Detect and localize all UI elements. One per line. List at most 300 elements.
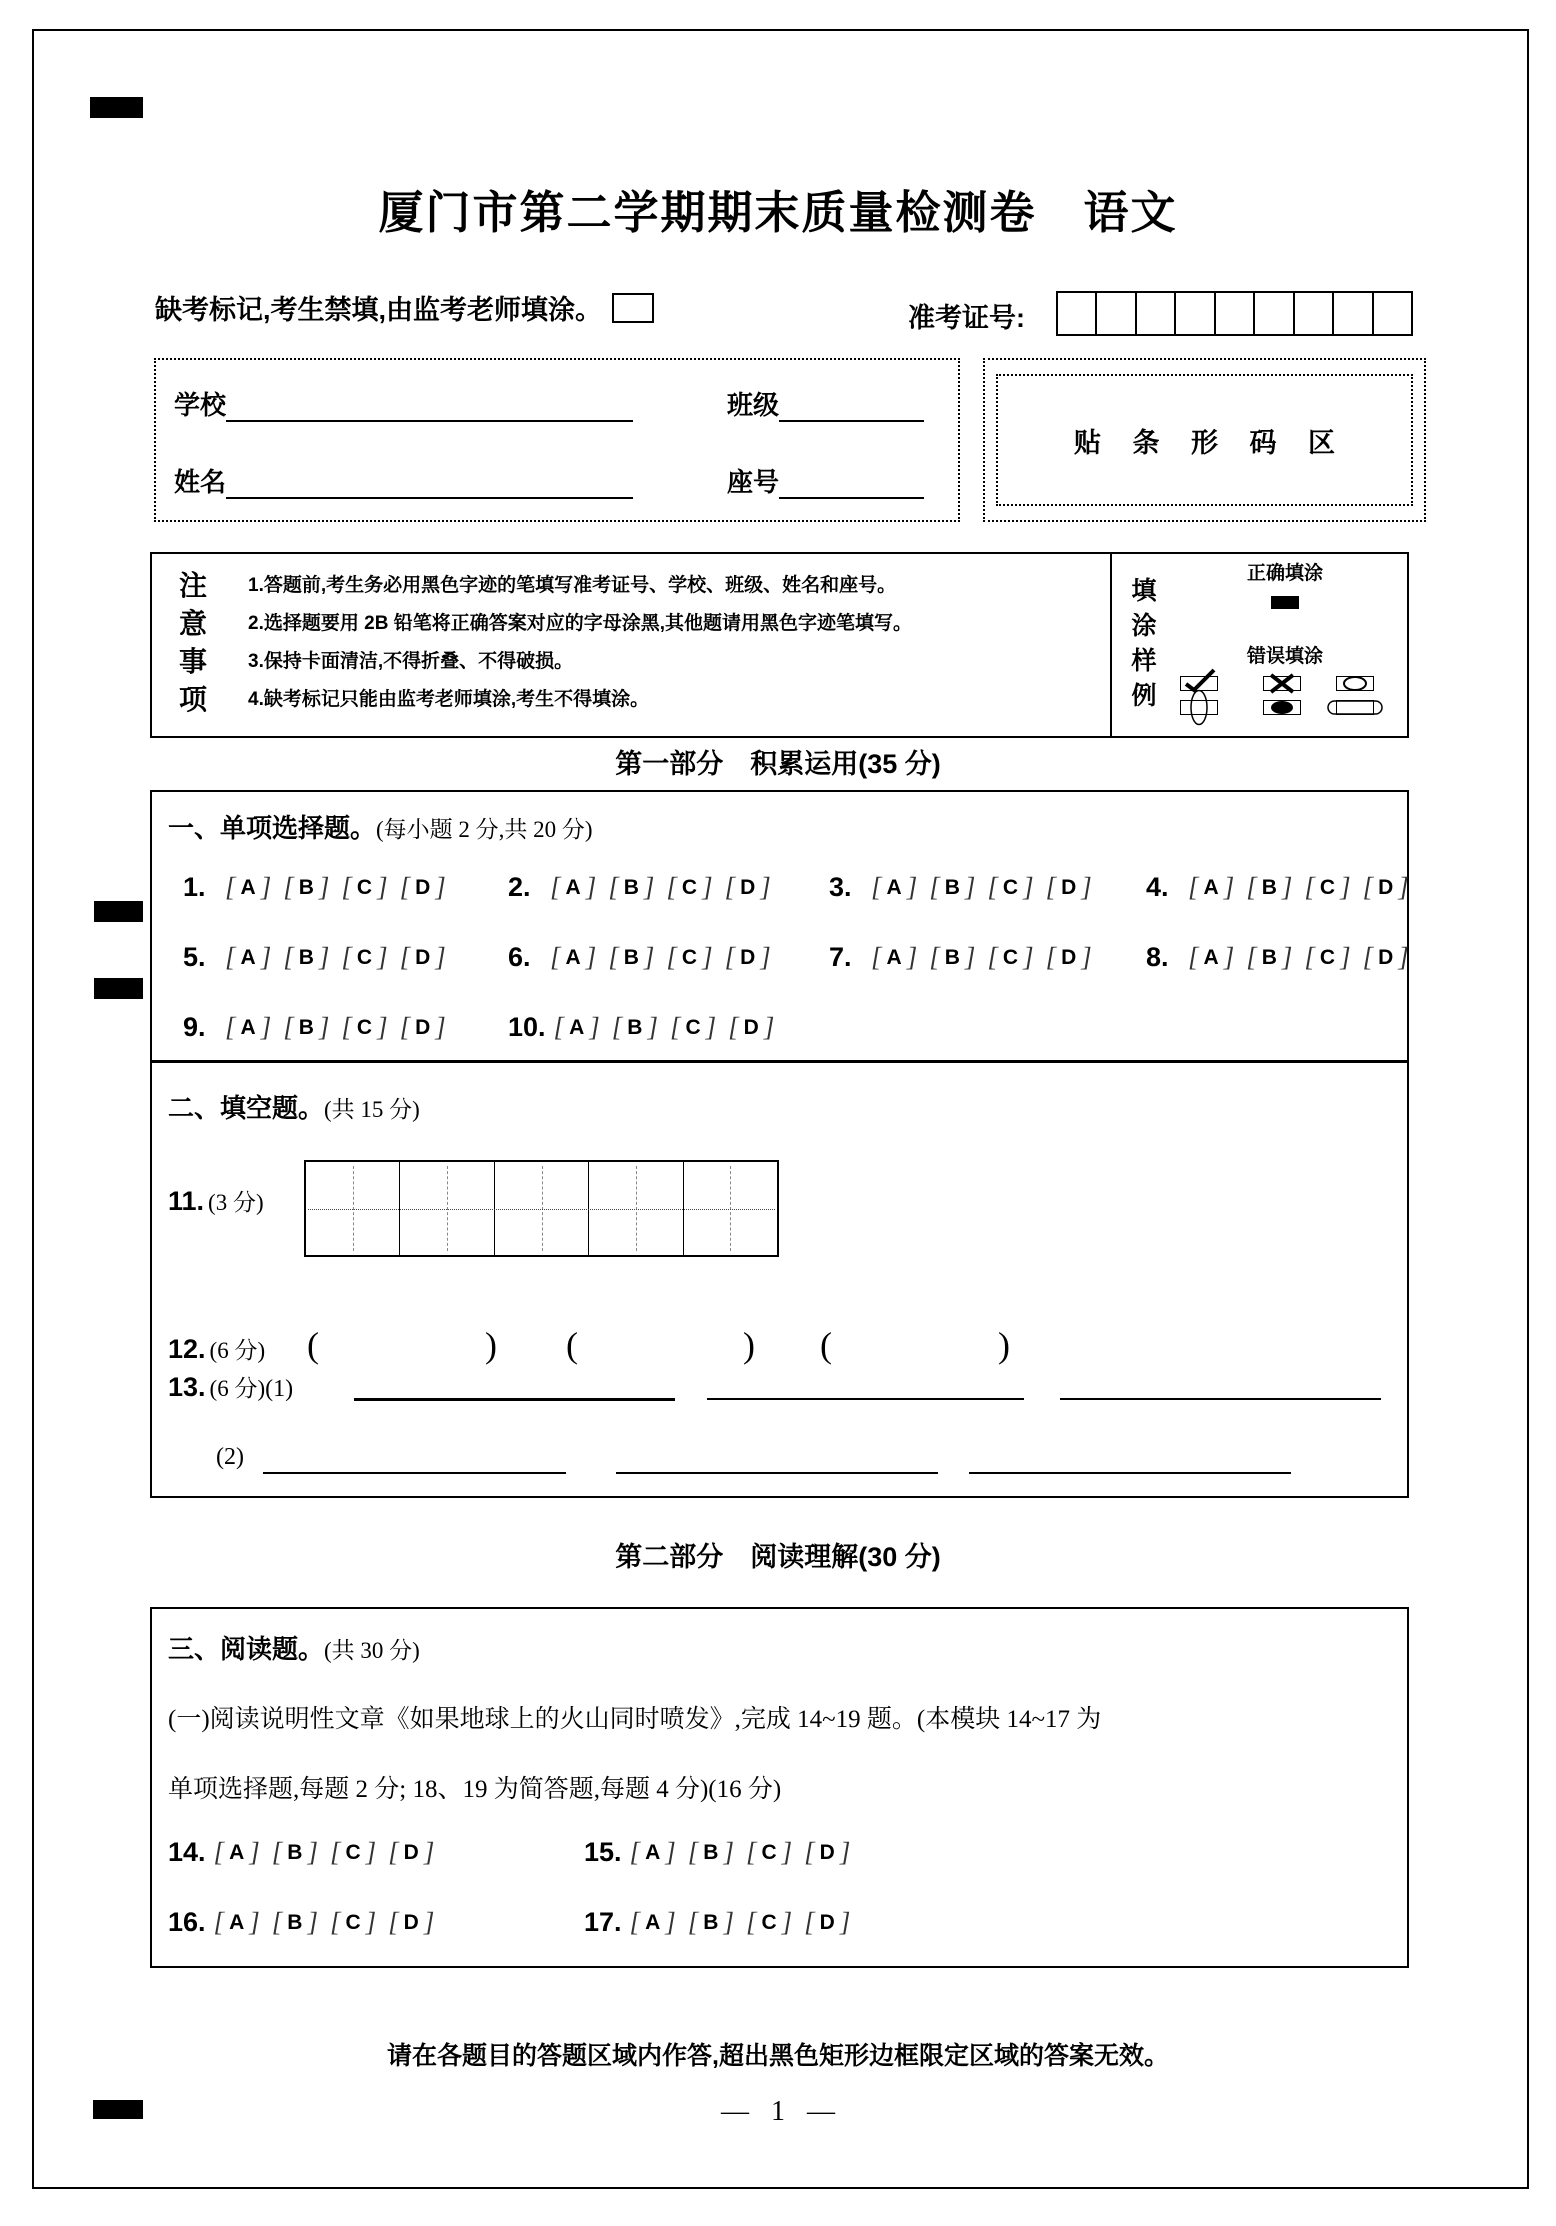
option-letter: C — [685, 1015, 701, 1039]
option-letter: D — [743, 1015, 759, 1039]
option-bubble-15A[interactable] — [630, 1837, 676, 1868]
bracket-left: [ — [871, 872, 882, 902]
barcode-inner-frame — [996, 374, 1413, 506]
option-bubble-15B[interactable] — [688, 1837, 734, 1868]
timing-mark-mid1 — [94, 901, 143, 922]
admission-digit-cell-9[interactable] — [1372, 293, 1411, 334]
option-bubble-9A[interactable] — [225, 1012, 271, 1043]
bracket-left: [ — [1188, 872, 1199, 902]
notice-title-char-1: 注 — [178, 570, 207, 601]
fill-sample-title — [1124, 574, 1164, 714]
admission-digit-cell-1[interactable] — [1058, 293, 1095, 334]
option-letter: A — [565, 945, 581, 969]
fill-heading-text: 二、填空题。 — [168, 1093, 325, 1123]
q12-paren-2-open: ( — [566, 1325, 578, 1365]
page-number: 1 — [771, 2096, 785, 2127]
option-bubble-8C[interactable] — [1304, 942, 1350, 973]
seat-blank[interactable] — [779, 465, 924, 499]
bracket-right: ] — [781, 1837, 793, 1867]
school-blank[interactable] — [226, 388, 633, 422]
bracket-left: [ — [608, 872, 619, 902]
notice-item-2: 2.选择题要用 2B 铅笔将正确答案对应的字母涂黑,其他题请用黑色字迹笔填写。 — [248, 613, 912, 634]
sample-title-char-3: 样 — [1131, 647, 1157, 675]
bracket-left: [ — [283, 942, 294, 972]
option-bubble-6B[interactable] — [608, 942, 654, 973]
admission-digit-cell-2[interactable] — [1095, 293, 1134, 334]
option-letter: C — [761, 1840, 777, 1864]
option-bubble-1B[interactable] — [283, 872, 329, 903]
option-letter: B — [623, 875, 639, 899]
bracket-right: ] — [1281, 942, 1293, 972]
question-9-row — [183, 1012, 458, 1043]
timing-mark-top — [90, 97, 143, 118]
bracket-left: [ — [283, 872, 294, 902]
bracket-left: [ — [1304, 942, 1315, 972]
bracket-right: ] — [1398, 942, 1409, 972]
bracket-left: [ — [1304, 872, 1315, 902]
bracket-right: ] — [585, 942, 597, 972]
q13-sub2-blank-2[interactable] — [616, 1472, 938, 1474]
question-5-row — [183, 942, 458, 973]
absent-mark-checkbox[interactable] — [612, 293, 654, 323]
option-bubble-6C[interactable] — [666, 942, 712, 973]
option-bubble-7C[interactable] — [987, 942, 1033, 973]
bracket-right: ] — [435, 1012, 446, 1042]
bracket-left: [ — [213, 1837, 225, 1867]
bracket-left: [ — [666, 872, 677, 902]
option-letter: D — [415, 945, 431, 969]
option-letter: A — [1203, 945, 1219, 969]
bracket-right: ] — [665, 1837, 676, 1867]
name-field — [174, 461, 633, 499]
admission-number-grid — [1056, 291, 1413, 336]
option-bubble-16B[interactable] — [272, 1907, 318, 1938]
bracket-right: ] — [906, 942, 918, 972]
bracket-right: ] — [318, 1012, 330, 1042]
bracket-left: [ — [687, 1907, 699, 1937]
bracket-right: ] — [435, 872, 446, 902]
mcq-heading-text: 一、单项选择题。 — [168, 813, 377, 843]
question-16-number: 16. — [168, 1907, 206, 1937]
option-letter: D — [415, 1015, 431, 1039]
notice-title-char-4: 项 — [178, 684, 207, 715]
bracket-right: ] — [964, 942, 976, 972]
bracket-right: ] — [1281, 872, 1293, 902]
option-letter: C — [345, 1910, 361, 1934]
option-bubble-17B[interactable] — [688, 1907, 734, 1938]
bracket-left: [ — [225, 942, 236, 972]
option-bubble-6D[interactable] — [725, 942, 771, 973]
option-bubble-2B[interactable] — [608, 872, 654, 903]
question-3-number: 3. — [829, 872, 852, 902]
option-bubble-7B[interactable] — [929, 942, 975, 973]
bracket-left: [ — [929, 942, 940, 972]
question-10-number: 10. — [508, 1012, 546, 1042]
q13-sub2-blank-1[interactable] — [263, 1472, 566, 1474]
option-letter: C — [356, 875, 373, 899]
option-bubble-3D[interactable] — [1046, 872, 1092, 903]
name-label: 姓名 — [174, 467, 227, 497]
bracket-right: ] — [1081, 942, 1092, 972]
option-letter: B — [703, 1910, 719, 1934]
bracket-right: ] — [435, 942, 446, 972]
option-letter: A — [229, 1840, 245, 1864]
bracket-right: ] — [643, 872, 655, 902]
option-bubble-7A[interactable] — [871, 942, 917, 973]
bracket-left: [ — [1362, 872, 1374, 902]
bracket-left: [ — [271, 1907, 283, 1937]
bracket-right: ] — [318, 942, 330, 972]
option-bubble-10D[interactable] — [728, 1012, 774, 1043]
option-bubble-8D[interactable] — [1363, 942, 1409, 973]
timing-mark-mid2 — [94, 978, 143, 999]
option-bubble-4C[interactable] — [1304, 872, 1350, 903]
option-bubble-14A[interactable] — [214, 1837, 260, 1868]
name-blank[interactable] — [226, 465, 633, 499]
wrong-example-filled-dot-icon — [1263, 700, 1301, 715]
option-letter: C — [1002, 945, 1019, 969]
notice-divider — [1110, 554, 1112, 736]
option-letter: B — [287, 1840, 303, 1864]
q11-score: (3 分) — [208, 1190, 264, 1215]
option-bubble-15C[interactable] — [746, 1837, 792, 1868]
bracket-left: [ — [341, 872, 352, 902]
bracket-left: [ — [271, 1837, 283, 1867]
option-bubble-1D[interactable] — [400, 872, 446, 903]
option-bubble-1A[interactable] — [225, 872, 271, 903]
q13-sub2-label: (2) — [216, 1444, 244, 1470]
bracket-left: [ — [687, 1837, 699, 1867]
option-bubble-14C[interactable] — [330, 1837, 376, 1868]
question-3-row — [829, 872, 1104, 903]
option-letter: A — [886, 945, 902, 969]
option-bubble-5B[interactable] — [283, 942, 329, 973]
question-4-row — [1146, 872, 1421, 903]
option-letter: A — [240, 875, 256, 899]
bracket-left: [ — [388, 1907, 399, 1937]
question-8-row — [1146, 942, 1421, 973]
section-divider — [152, 1060, 1407, 1063]
bracket-right: ] — [589, 1012, 600, 1042]
option-bubble-10A[interactable] — [554, 1012, 600, 1043]
class-blank[interactable] — [779, 388, 924, 422]
option-bubble-14B[interactable] — [272, 1837, 318, 1868]
option-bubble-16C[interactable] — [330, 1907, 376, 1938]
bracket-left: [ — [399, 1012, 411, 1042]
option-letter: C — [1002, 875, 1019, 899]
bracket-right: ] — [585, 872, 597, 902]
sample-title-char-1: 填 — [1131, 577, 1157, 605]
admission-digit-cell-3[interactable] — [1135, 293, 1174, 334]
option-bubble-16D[interactable] — [388, 1907, 434, 1938]
option-bubble-8B[interactable] — [1246, 942, 1292, 973]
option-bubble-17D[interactable] — [804, 1907, 850, 1938]
option-bubble-2C[interactable] — [666, 872, 712, 903]
q13-sub2-blank-3[interactable] — [969, 1472, 1291, 1474]
q12-paren-1-open: ( — [307, 1325, 319, 1365]
option-bubble-5D[interactable] — [400, 942, 446, 973]
notice-item-4: 4.缺考标记只能由监考老师填涂,考生不得填涂。 — [248, 689, 650, 710]
q13-sub1-label: (1) — [265, 1376, 294, 1402]
option-bubble-2D[interactable] — [725, 872, 771, 903]
bracket-left: [ — [804, 1907, 815, 1937]
reading-heading-text: 三、阅读题。 — [168, 1634, 325, 1664]
option-letter: D — [403, 1910, 419, 1934]
absent-mark-label: 缺考标记,考生禁填,由监考老师填涂。 — [155, 295, 603, 325]
q12-label — [168, 1332, 265, 1365]
option-letter: B — [1261, 945, 1277, 969]
bracket-right: ] — [1081, 872, 1092, 902]
bracket-left: [ — [804, 1837, 815, 1867]
option-letter: A — [229, 1910, 245, 1934]
bracket-right: ] — [705, 1012, 717, 1042]
admission-digit-cell-4[interactable] — [1174, 293, 1213, 334]
bracket-left: [ — [929, 872, 940, 902]
bracket-right: ] — [906, 872, 918, 902]
option-letter: B — [1261, 875, 1277, 899]
bracket-right: ] — [1223, 872, 1235, 902]
bracket-right: ] — [260, 1012, 272, 1042]
bracket-right: ] — [760, 942, 771, 972]
option-bubble-3A[interactable] — [871, 872, 917, 903]
part1-answer-box — [150, 790, 1409, 1498]
bracket-right: ] — [1223, 942, 1235, 972]
bracket-left: [ — [987, 872, 998, 902]
bracket-right: ] — [702, 872, 713, 902]
bracket-left: [ — [1188, 942, 1199, 972]
question-10-row — [508, 1012, 786, 1043]
option-bubble-9C[interactable] — [341, 1012, 387, 1043]
option-letter: C — [356, 1015, 373, 1039]
option-letter: C — [681, 945, 698, 969]
option-bubble-14D[interactable] — [388, 1837, 434, 1868]
wrong-example-tall-ellipse-icon — [1180, 700, 1218, 715]
reading-section-heading — [168, 1629, 420, 1666]
bracket-left: [ — [724, 942, 736, 972]
class-field — [727, 384, 924, 422]
admission-number-label: 准考证号: — [908, 303, 1025, 333]
mcq-heading-note: (每小题 2 分,共 20 分) — [376, 817, 593, 842]
bracket-left: [ — [225, 1012, 236, 1042]
option-bubble-5A[interactable] — [225, 942, 271, 973]
bracket-right: ] — [781, 1907, 793, 1937]
option-letter: B — [287, 1910, 303, 1934]
bracket-left: [ — [728, 1012, 739, 1042]
correct-fill-label: 正确填涂 — [1246, 563, 1323, 584]
seat-field — [727, 461, 924, 499]
option-bubble-9D[interactable] — [400, 1012, 446, 1043]
bracket-left: [ — [1246, 942, 1257, 972]
option-letter: D — [415, 875, 431, 899]
bracket-right: ] — [377, 1012, 388, 1042]
bracket-right: ] — [760, 872, 771, 902]
question-14-number: 14. — [168, 1837, 206, 1867]
bracket-left: [ — [666, 942, 677, 972]
bracket-right: ] — [307, 1837, 318, 1867]
option-bubble-5C[interactable] — [341, 942, 387, 973]
option-letter: B — [298, 945, 314, 969]
option-letter: A — [1203, 875, 1219, 899]
option-bubble-4A[interactable] — [1188, 872, 1234, 903]
bracket-right: ] — [665, 1907, 676, 1937]
wrong-example-check-mark-icon — [1180, 676, 1218, 691]
option-bubble-3C[interactable] — [987, 872, 1033, 903]
option-bubble-6A[interactable] — [550, 942, 596, 973]
q11-label — [168, 1184, 264, 1217]
bracket-right: ] — [365, 1837, 377, 1867]
option-letter: D — [819, 1840, 835, 1864]
q11-number: 11. — [168, 1186, 205, 1216]
bracket-left: [ — [550, 942, 561, 972]
q12-paren-2-close: ) — [743, 1325, 755, 1365]
bracket-right: ] — [647, 1012, 658, 1042]
question-2-row — [508, 872, 783, 903]
wrong-example-wide-capsule-icon — [1336, 700, 1374, 715]
option-bubble-10B[interactable] — [612, 1012, 658, 1043]
option-bubble-7D[interactable] — [1046, 942, 1092, 973]
bracket-right: ] — [643, 942, 655, 972]
sample-title-char-2: 涂 — [1131, 612, 1157, 640]
sample-title-char-4: 例 — [1131, 682, 1157, 710]
question-7-row — [829, 942, 1104, 973]
question-15-number: 15. — [584, 1837, 622, 1867]
q12-paren-3-close: ) — [998, 1325, 1010, 1365]
q13-number: 13. — [168, 1372, 206, 1402]
bracket-right: ] — [307, 1907, 318, 1937]
q13-label — [168, 1370, 293, 1403]
barcode-area — [983, 358, 1426, 522]
question-2-number: 2. — [508, 872, 531, 902]
bracket-right: ] — [723, 1907, 734, 1937]
option-bubble-3B[interactable] — [929, 872, 975, 903]
bracket-left: [ — [550, 872, 561, 902]
option-bubble-1C[interactable] — [341, 872, 387, 903]
option-letter: D — [1378, 945, 1394, 969]
admission-digit-cell-7[interactable] — [1293, 293, 1332, 334]
notice-title-char-2: 意 — [178, 608, 207, 639]
option-letter: C — [345, 1840, 361, 1864]
question-5-number: 5. — [183, 942, 206, 972]
q13-sub2 — [216, 1444, 244, 1471]
bracket-left: [ — [341, 942, 352, 972]
q12-paren-1-close: ) — [485, 1325, 497, 1365]
question-6-row — [508, 942, 783, 973]
bracket-left: [ — [745, 1907, 757, 1937]
barcode-label: 贴 条 形 码 区 — [1073, 427, 1347, 458]
bracket-left: [ — [329, 1907, 341, 1937]
fill-heading-note: (共 15 分) — [324, 1097, 420, 1122]
footer-instruction: 请在各题目的答题区域内作答,超出黑色矩形边框限定区域的答案无效。 — [387, 2042, 1169, 2070]
school-field — [174, 384, 633, 422]
question-9-number: 9. — [183, 1012, 206, 1042]
student-info-box — [154, 358, 960, 522]
option-letter: B — [298, 1015, 314, 1039]
question-8-number: 8. — [1146, 942, 1169, 972]
q13-sub1-blank-1[interactable] — [354, 1398, 675, 1401]
bracket-right: ] — [964, 872, 976, 902]
notice-item-3: 3.保持卡面清洁,不得折叠、不得破损。 — [248, 651, 574, 672]
option-letter: C — [761, 1910, 777, 1934]
admission-digit-cell-5[interactable] — [1214, 293, 1253, 334]
option-bubble-16A[interactable] — [214, 1907, 260, 1938]
q13-sub1-blank-3[interactable] — [1060, 1398, 1381, 1400]
option-bubble-9B[interactable] — [283, 1012, 329, 1043]
wrong-fill-label: 错误填涂 — [1246, 646, 1323, 667]
reading-paragraph-line1: (一)阅读说明性文章《如果地球上的火山同时喷发》,完成 14~19 题。(本模块 14~17 为 — [168, 1706, 1102, 1733]
bracket-right: ] — [318, 872, 330, 902]
bracket-right: ] — [1340, 942, 1351, 972]
bracket-right: ] — [260, 942, 272, 972]
q11-writing-grid — [304, 1160, 779, 1257]
q12-number: 12. — [168, 1334, 206, 1364]
question-6-number: 6. — [508, 942, 531, 972]
option-bubble-8A[interactable] — [1188, 942, 1234, 973]
question-14-row — [168, 1837, 446, 1868]
option-letter: A — [240, 945, 256, 969]
option-letter: B — [944, 945, 960, 969]
bracket-left: [ — [1246, 872, 1257, 902]
option-letter: A — [886, 875, 902, 899]
admission-digit-cell-8[interactable] — [1332, 293, 1371, 334]
bracket-left: [ — [553, 1012, 565, 1042]
option-letter: C — [1319, 875, 1336, 899]
bracket-left: [ — [611, 1012, 623, 1042]
fill-section-heading — [168, 1088, 420, 1125]
option-bubble-4D[interactable] — [1363, 872, 1409, 903]
part2-title: 第二部分 阅读理解(30 分) — [615, 1542, 941, 1572]
class-label: 班级 — [727, 390, 780, 420]
option-letter: A — [565, 875, 581, 899]
bracket-right: ] — [249, 1907, 260, 1937]
page-dash-left: — — [721, 2096, 749, 2127]
option-bubble-10C[interactable] — [670, 1012, 716, 1043]
wrong-example-hollow-circle-icon — [1336, 676, 1374, 691]
bracket-left: [ — [669, 1012, 681, 1042]
question-4-number: 4. — [1146, 872, 1169, 902]
bracket-left: [ — [871, 942, 882, 972]
q13-sub1-blank-2[interactable] — [707, 1398, 1024, 1400]
page-dash-right: — — [807, 2096, 835, 2127]
question-16-row — [168, 1907, 446, 1938]
bracket-left: [ — [329, 1837, 341, 1867]
option-letter: D — [819, 1910, 835, 1934]
bracket-left: [ — [225, 872, 236, 902]
question-7-number: 7. — [829, 942, 852, 972]
option-letter: C — [681, 875, 698, 899]
option-letter: A — [569, 1015, 585, 1039]
question-1-row — [183, 872, 458, 903]
option-letter: B — [703, 1840, 719, 1864]
q12-score: (6 分) — [209, 1338, 266, 1363]
admission-digit-cell-6[interactable] — [1253, 293, 1292, 334]
option-bubble-17A[interactable] — [630, 1907, 676, 1938]
bracket-right: ] — [423, 1907, 435, 1937]
bracket-left: [ — [213, 1907, 225, 1937]
option-letter: D — [740, 875, 756, 899]
reading-heading-note: (共 30 分) — [324, 1638, 420, 1663]
option-bubble-2A[interactable] — [550, 872, 596, 903]
option-letter: B — [623, 945, 639, 969]
option-bubble-4B[interactable] — [1246, 872, 1292, 903]
option-bubble-15D[interactable] — [804, 1837, 850, 1868]
bracket-right: ] — [839, 1907, 851, 1937]
option-bubble-17C[interactable] — [746, 1907, 792, 1938]
seat-label: 座号 — [727, 467, 780, 497]
notice-title-char-3: 事 — [178, 646, 207, 677]
absent-mark-row — [155, 288, 654, 327]
bracket-left: [ — [1362, 942, 1374, 972]
question-17-number: 17. — [584, 1907, 622, 1937]
